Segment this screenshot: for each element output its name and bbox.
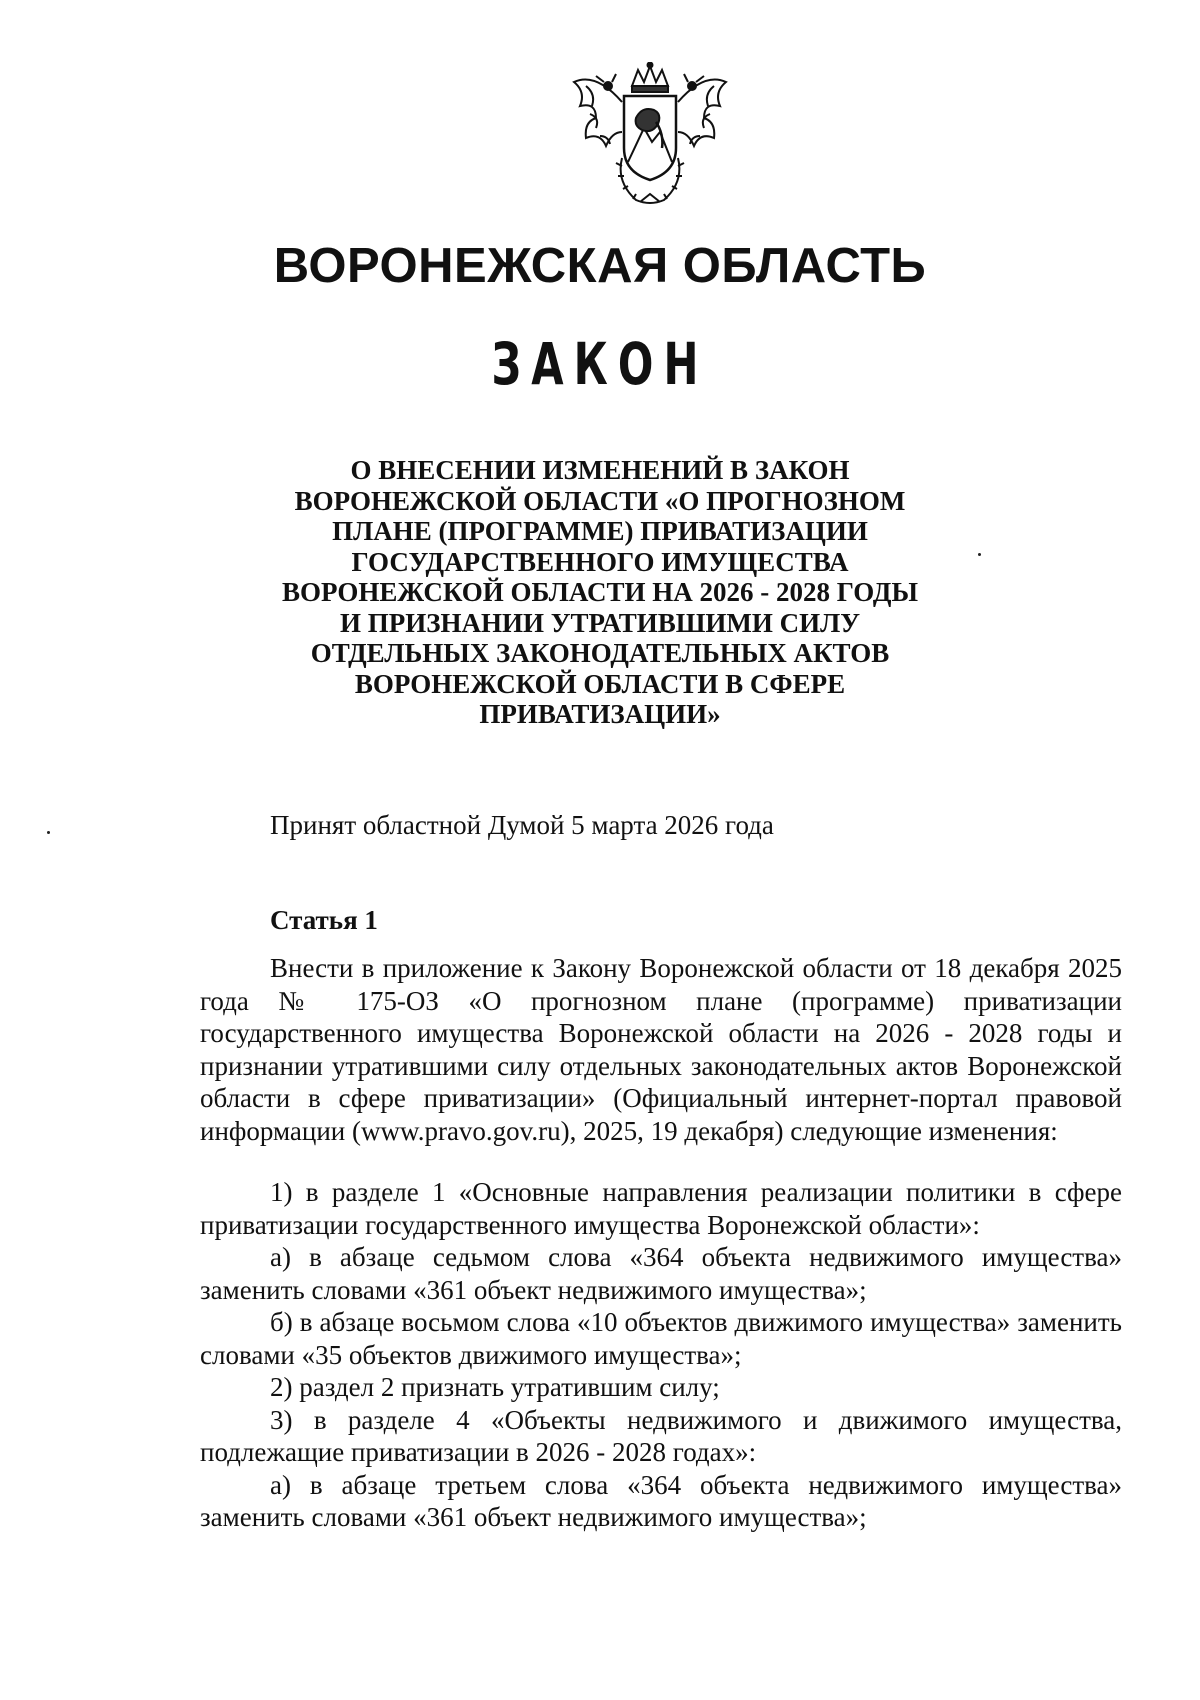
title-line: ПЛАНЕ (ПРОГРАММЕ) ПРИВАТИЗАЦИИ [332,516,868,546]
title-line: ВОРОНЕЖСКОЙ ОБЛАСТИ НА 2026 - 2028 ГОДЫ [282,577,918,607]
title-line: ПРИВАТИЗАЦИИ» [479,699,721,729]
scan-speck [978,553,981,556]
title-line: ВОРОНЕЖСКОЙ ОБЛАСТИ В СФЕРЕ [354,668,846,699]
list-item: 3) в разделе 4 «Объекты недвижимого и движимого имущества, подлежащие приватизации в 2026 - 2028 годах»: [200,1404,1122,1467]
article-intro [200,952,1122,1147]
paragraph: Внести в приложение к Закону Воронежской области от 18 декабря 2025 года № 175-ОЗ «О прогнозном плане (программе) приватизации государственного имущества Воронежской области на 2026 - 2028 годы и признании утратившими силу отдельных законодательных актов Воронежской области в сфере приватизации» (Официальный интернет-портал правовой информации (www.pravo.gov.ru), 2025, 19 декабря) следующие изменения: [200,953,1122,1146]
amendments-list [200,1176,1122,1534]
title-line: ГОСУДАРСТВЕННОГО ИМУЩЕСТВА [351,546,849,577]
region-name: ВОРОНЕЖСКАЯ ОБЛАСТЬ [273,239,927,293]
list-item: б) в абзаце восьмом слова «10 объектов движимого имущества» заменить словами «35 объектов движимого имущества»; [200,1307,1122,1370]
scan-speck [47,831,50,834]
list-item: а) в абзаце третьем слова «364 объекта недвижимого имущества» заменить словами «361 объект недвижимого имущества»; [200,1469,1122,1532]
document-type: ЗАКОН [491,330,709,398]
list-item: 2) раздел 2 признать утратившим силу; [270,1372,720,1402]
adoption-date: Принят областной Думой 5 марта 2026 года [270,810,774,840]
list-item: а) в абзаце седьмом слова «364 объекта недвижимого имущества» заменить словами «361 объект недвижимого имущества»; [200,1242,1122,1305]
title-line: О ВНЕСЕНИИ ИЗМЕНЕНИЙ В ЗАКОН [350,455,850,485]
title-line: И ПРИЗНАНИИ УТРАТИВШИМИ СИЛУ [339,607,861,638]
article-heading: Статья 1 [270,905,378,935]
list-item: 1) в разделе 1 «Основные направления реализации политики в сфере приватизации государственного имущества Воронежской области»: [200,1177,1122,1240]
title-line: ОТДЕЛЬНЫХ ЗАКОНОДАТЕЛЬНЫХ АКТОВ [310,638,890,668]
law-title [250,455,950,730]
voronezh-coat-of-arms-icon [566,62,734,208]
title-line: ВОРОНЕЖСКОЙ ОБЛАСТИ «О ПРОГНОЗНОМ [294,485,906,516]
